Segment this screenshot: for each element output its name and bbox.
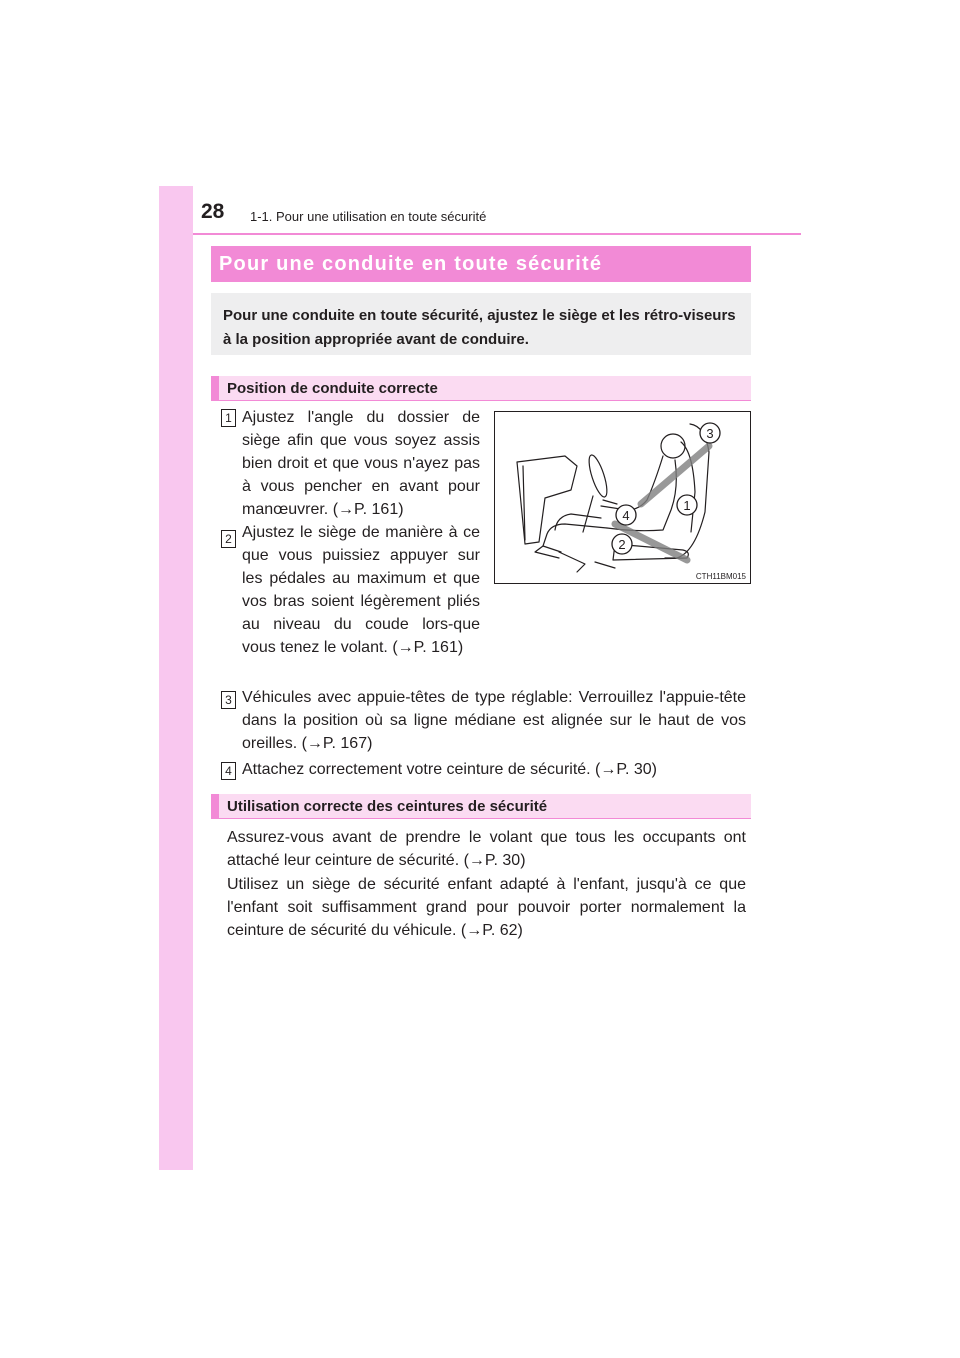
body-paragraph-2: Utilisez un siège de sécurité enfant adapté à l'enfant, jusqu'à ce que l'enfant soit suffisamment grand pour pouvoir porter normalement la ceinture de sécurité du véhicule. (→P. 62) bbox=[227, 876, 746, 939]
item-number-3: 3 bbox=[221, 691, 236, 709]
title-bar bbox=[211, 246, 751, 282]
callout-4-label: 4 bbox=[622, 508, 630, 523]
item-number-1: 1 bbox=[221, 409, 236, 427]
figure-code: CTH11BM015 bbox=[695, 572, 746, 581]
callout-3-label: 3 bbox=[706, 426, 714, 441]
body-paragraph-1: Assurez-vous avant de prendre le volant que tous les occupants ont attaché leur ceinture de sécurité. (→P. 30) bbox=[227, 829, 746, 869]
callout-2-label: 2 bbox=[618, 537, 626, 552]
item-number-2: 2 bbox=[221, 530, 236, 548]
running-head: 1-1. Pour une utilisation en toute sécurité bbox=[250, 209, 487, 224]
item-number-4: 4 bbox=[221, 762, 236, 780]
side-band bbox=[159, 186, 193, 1170]
page-title: Pour une conduite en toute sécurité bbox=[219, 253, 603, 275]
callout-1-label: 1 bbox=[683, 498, 691, 513]
section-heading-text: Position de conduite correcte bbox=[227, 380, 438, 397]
item-text-1: Ajustez l'angle du dossier de siège afin que vous soyez assis bien droit et que vous n'ayez pas à vous pencher en avant pour manœuvrer. (→P. 161) bbox=[242, 409, 480, 518]
header-rule bbox=[193, 233, 801, 235]
section-heading-seatbelts bbox=[211, 794, 751, 819]
page-number: 28 bbox=[201, 200, 225, 223]
intro-box bbox=[211, 293, 751, 355]
driving-position-illustration bbox=[494, 411, 751, 584]
intro-text: Pour une conduite en toute sécurité, ajustez le siège et les rétro-viseurs à la position appropriée avant de conduire. bbox=[223, 307, 736, 348]
item-text-4: Attachez correctement votre ceinture de sécurité. (→P. 30) bbox=[242, 761, 658, 778]
item-text-3: Véhicules avec appuie-têtes de type réglable: Verrouillez l'appuie-tête dans la position où sa ligne médiane est alignée sur le haut de vos oreilles. (→P. 167) bbox=[242, 689, 746, 752]
section-heading-text: Utilisation correcte des ceintures de sécurité bbox=[227, 798, 548, 815]
item-text-2: Ajustez le siège de manière à ce que vous puissiez appuyer sur les pédales au maximum et que vos bras soient légèrement pliés au niveau du coude lors-que vous tenez le volant. (→P. 161) bbox=[242, 524, 480, 656]
driver-seat-drawing bbox=[495, 412, 750, 583]
section-heading-position bbox=[211, 376, 751, 401]
